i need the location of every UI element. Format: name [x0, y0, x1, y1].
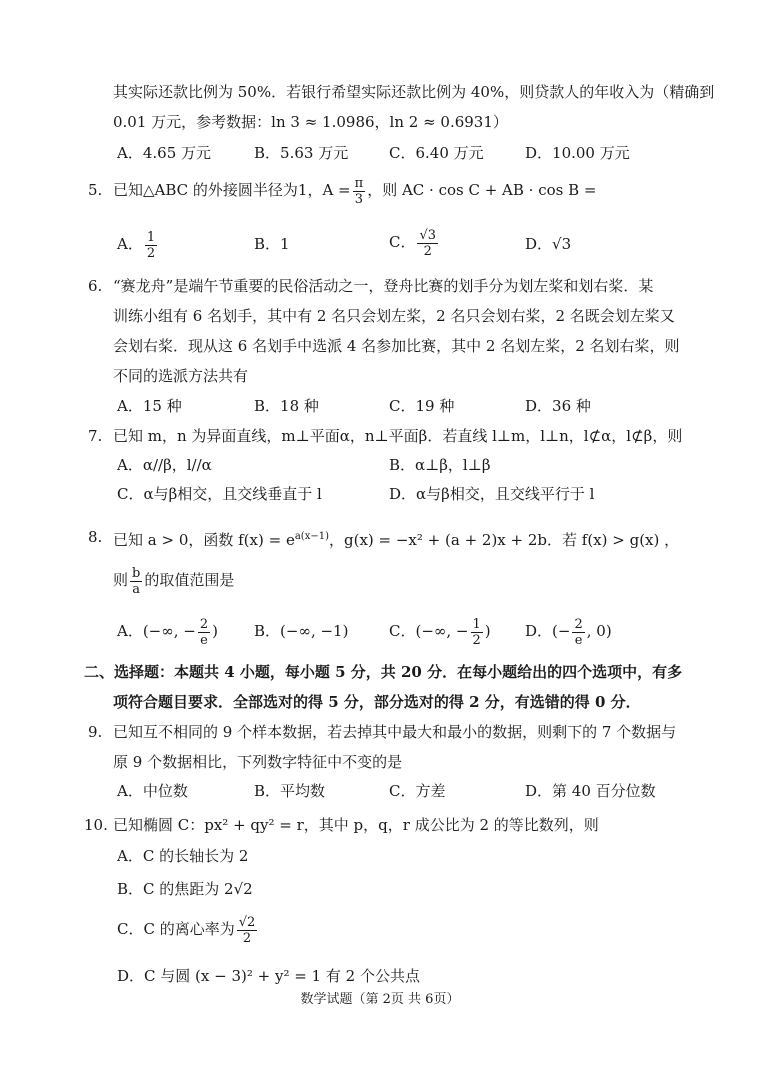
- q4-continuation-line-1: 其实际还款比例为 50%．若银行希望实际还款比例为 40%，则贷款人的年收入为（精确到: [113, 83, 715, 101]
- q6-option-a: A．15 种: [117, 397, 182, 415]
- q10-stem: 已知椭圆 C：px² + qy² = r，其中 p，q，r 成公比为 2 的等比数列，则: [113, 816, 599, 834]
- q6-stem-line-1: “赛龙舟”是端午节重要的民俗活动之一，登舟比赛的划手分为划左桨和划右桨．某: [113, 277, 654, 295]
- q10-option-d: D．C 与圆 (x − 3)² + y² = 1 有 2 个公共点: [117, 967, 420, 985]
- q4-option-c: C．6.40 万元: [389, 144, 484, 162]
- q7-option-a: A．α//β，l//α: [117, 456, 212, 474]
- q4-continuation-line-2: 0.01 万元，参考数据：ln 3 ≈ 1.0986，ln 2 ≈ 0.6931）: [113, 113, 508, 131]
- q9-number: 9.: [88, 723, 103, 741]
- page-footer: 数学试题（第 2页 共 6页）: [300, 992, 460, 1007]
- q9-stem-line-2: 原 9 个数据相比，下列数字特征中不变的是: [113, 753, 403, 771]
- section-2-header-line-2: 项符合题目要求．全部选对的得 5 分，部分选对的得 2 分，有选错的得 0 分．: [113, 693, 641, 711]
- q6-option-b: B．18 种: [254, 397, 319, 415]
- q6-option-d: D．36 种: [525, 397, 591, 415]
- q7-stem: 已知 m，n 为异面直线，m⊥平面α，n⊥平面β．若直线 l⊥m，l⊥n，l⊄α，l⊄β，则: [113, 427, 683, 445]
- q4-option-d: D．10.00 万元: [525, 144, 630, 162]
- q8-exponent: a(x−1): [294, 531, 329, 542]
- q4-option-a: A．4.65 万元: [117, 144, 211, 162]
- section-2-header-line-1: 二、选择题：本题共 4 小题，每小题 5 分，共 20 分．在每小题给出的四个选项中，有多: [84, 663, 683, 681]
- q5-stem: [113, 172, 596, 208]
- q7-number: 7.: [88, 427, 103, 445]
- q6-stem-line-4: 不同的选派方法共有: [113, 367, 249, 385]
- q6-stem-line-2: 训练小组有 6 名划手，其中有 2 名只会划左桨，2 名只会划右桨，2 名既会划左桨又: [113, 307, 675, 325]
- q7-option-d: D．α与β相交，且交线平行于 l: [389, 485, 595, 503]
- q9-option-a: A．中位数: [117, 782, 188, 800]
- q4-option-b: B．5.63 万元: [254, 144, 349, 162]
- q6-option-c: C．19 种: [389, 397, 455, 415]
- q7-option-b: B．α⊥β，l⊥β: [389, 456, 491, 474]
- q10-option-c: C．C 的离心率为 $\frac{√2}{2}$: [117, 914, 256, 946]
- q10-option-a: A．C 的长轴长为 2: [117, 847, 249, 865]
- q8-option-a: A．(−∞, − $\frac{2}{e}$ ): [117, 616, 218, 648]
- q9-stem-line-1: 已知互不相同的 9 个样本数据，若去掉其中最大和最小的数据，则剩下的 7 个数据与: [113, 723, 677, 741]
- q7-option-c: C．α与β相交，且交线垂直于 l: [117, 485, 322, 503]
- q10-option-b: B．C 的焦距为 2√2: [117, 880, 253, 898]
- q8-option-b: B．(−∞, −1): [254, 622, 349, 640]
- q6-stem-line-3: 会划右桨．现从这 6 名划手中选派 4 名参加比赛，其中 2 名划左桨，2 名划右桨，则: [113, 337, 680, 355]
- q5-pi-over-3: $\frac{\pi}{3}$: [354, 175, 364, 207]
- q8-option-d: D．(− $\frac{2}{e}$ , 0): [525, 616, 612, 648]
- q5-option-a: A． $\frac{1}{2}$: [117, 229, 156, 261]
- q5-number: 5.: [88, 181, 103, 199]
- q9-option-d: D．第 40 百分位数: [525, 782, 656, 800]
- q5-stem-part-b: ，则 AC · cos C + AB · cos B =: [367, 181, 597, 199]
- q10-number: 10.: [84, 816, 108, 834]
- q5-option-d: D．√3: [525, 235, 572, 253]
- q8-stem: 已知 a > 0，函数 $f(x) = e^{a(x-1)}$，g(x) = −x² + (a + 2)x + 2b．若 f(x) > g(x) ，: [113, 531, 680, 549]
- q5-option-b: B．1: [254, 235, 290, 253]
- q8-b-over-a: $\frac{b}{a}$: [132, 565, 141, 597]
- q8-stem-line-2: 则 $\frac{b}{a}$ 的取值范围是: [113, 565, 235, 597]
- q6-number: 6.: [88, 277, 103, 295]
- q5-stem-part-a: 已知△ABC 的外接圆半径为1，A =: [113, 181, 351, 199]
- q8-number: 8.: [88, 528, 103, 546]
- q8-option-c: C．(−∞, − $\frac{1}{2}$ ): [389, 616, 491, 648]
- q9-option-c: C．方差: [389, 782, 446, 800]
- q5-option-c: C． $\frac{√3}{2}$: [389, 227, 437, 259]
- q9-option-b: B．平均数: [254, 782, 326, 800]
